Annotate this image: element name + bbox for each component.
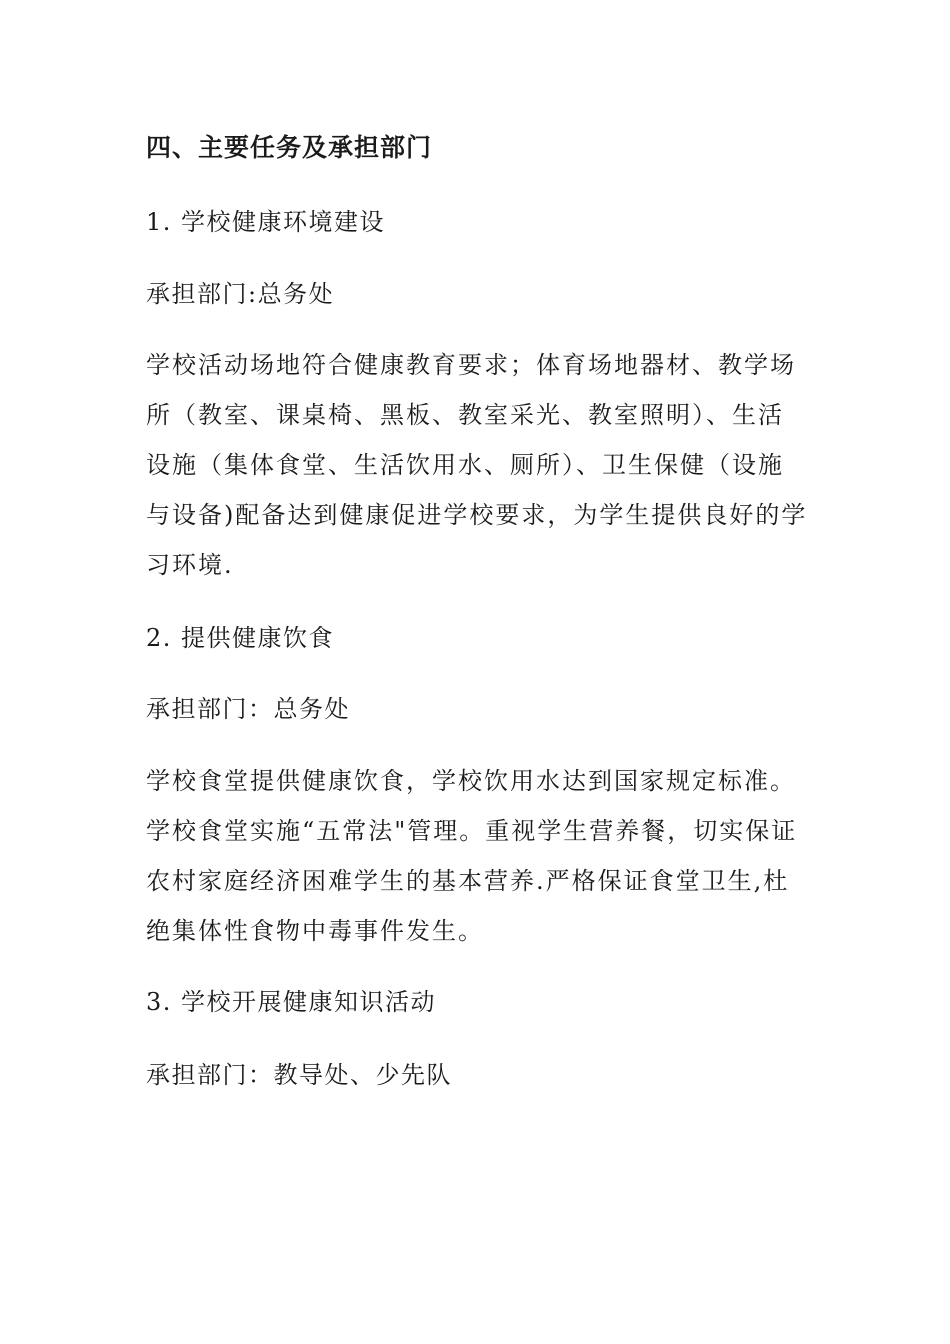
item-2-body-line: 农村家庭经济困难学生的基本营养.严格保证食堂卫生,杜 — [146, 867, 790, 895]
item-1-department: 承担部门:总务处 — [146, 280, 335, 308]
section-heading: 四、主要任务及承担部门 — [146, 133, 433, 162]
item-1-body-line: 所（教室、课桌椅、黑板、教室采光、教室照明）、生活 — [146, 401, 784, 429]
item-2-body-line: 学校食堂实施“五常法"管理。重视学生营养餐，切实保证 — [146, 817, 798, 845]
item-2-title: 2. 提供健康饮食 — [146, 624, 335, 652]
item-2-department: 承担部门：总务处 — [146, 695, 350, 723]
item-2-body-line: 学校食堂提供健康饮食，学校饮用水达到国家规定标准。 — [146, 767, 796, 795]
item-1-body-line: 学校活动场地符合健康教育要求；体育场地器材、教学场 — [146, 351, 796, 379]
item-1-title: 1. 学校健康环境建设 — [146, 208, 386, 236]
item-1-body — [146, 340, 806, 590]
item-3-department: 承担部门：教导处、少先队 — [146, 1061, 452, 1089]
item-1-body-line: 与设备)配备达到健康促进学校要求，为学生提供良好的学 — [146, 501, 808, 529]
item-1-body-line: 习环境. — [146, 551, 234, 579]
item-2-body-line: 绝集体性食物中毒事件发生。 — [146, 917, 484, 945]
item-2-body — [146, 756, 806, 956]
item-1-body-line: 设施（集体食堂、生活饮用水、厕所）、卫生保健（设施 — [146, 451, 784, 479]
item-3-title: 3. 学校开展健康知识活动 — [146, 988, 437, 1016]
